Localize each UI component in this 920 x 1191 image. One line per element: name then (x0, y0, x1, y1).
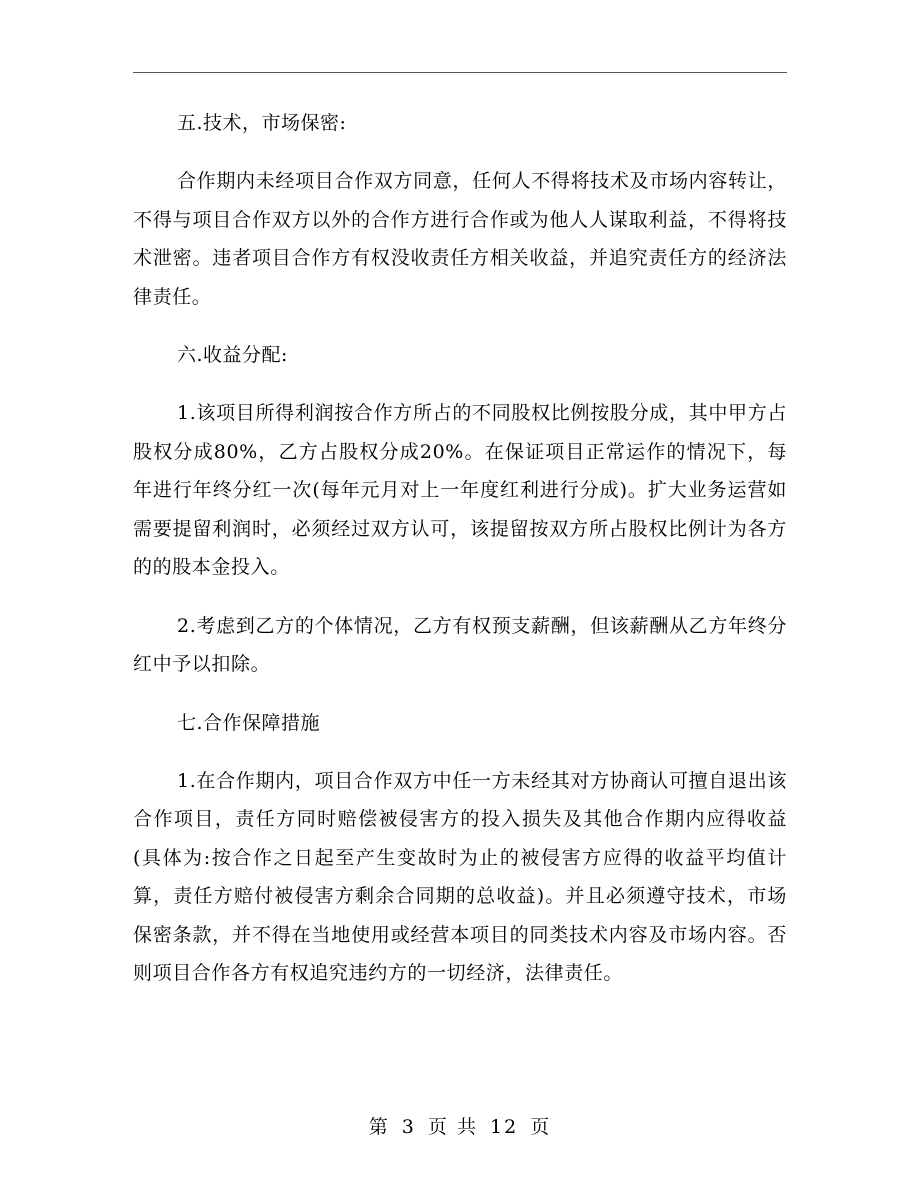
page-number: 3 (401, 1116, 416, 1138)
page-label-suffix: 页 (530, 1116, 552, 1138)
section-6 (133, 336, 787, 704)
page-footer (0, 1112, 920, 1139)
section-paragraph: 2.考虑到乙方的个体情况，乙方有权预支薪酬，但该薪酬从乙方年终分红中予以扣除。 (133, 614, 787, 675)
section-paragraph: 1.在合作期内，项目合作双方中任一方未经其对方协商认可擅自退出该合作项目，责任方同时赔偿被侵害方的投入损失及其他合作期内应得收益(具体为:按合作之日起至产生变故时为止的被侵害方应得的收益平均值计算，责任方赔付被侵害方剩余合同期的总收益)。并且必须遵守技术，市场保密条款，并不得在当地使用或经营本项目的同类技术内容及市场内容。否则项目合作各方有权追究违约方的一切经济，法律责任。 (133, 769, 787, 984)
section-5 (133, 104, 787, 336)
section-heading: 六.收益分配: (177, 344, 288, 366)
document-body (133, 104, 787, 993)
header-rule (133, 72, 787, 73)
section-paragraph: 合作期内未经项目合作双方同意，任何人不得将技术及市场内容转让，不得与项目合作双方以外的合作方进行合作或为他人人谋取利益，不得将技术泄密。违者项目合作方有权没收责任方相关收益，并追究责任方的经济法律责任。 (133, 170, 787, 308)
section-7 (133, 704, 787, 993)
total-pages: 12 (490, 1116, 519, 1138)
section-heading: 五.技术，市场保密: (177, 112, 347, 134)
section-paragraph: 1.该项目所得利润按合作方所占的不同股权比例按股分成，其中甲方占股权分成80%，乙方占股权分成20%。在保证项目正常运作的情况下，每年进行年终分红一次(每年元月对上一年度红利进行分成)。扩大业务运营如需要提留利润时，必须经过双方认可，该提留按双方所占股权比例计为各方的的股本金投入。 (133, 402, 787, 578)
section-heading: 七.合作保障措施 (177, 711, 321, 734)
page-label-mid: 页 共 (427, 1116, 478, 1138)
page-label-prefix: 第 (368, 1116, 390, 1138)
